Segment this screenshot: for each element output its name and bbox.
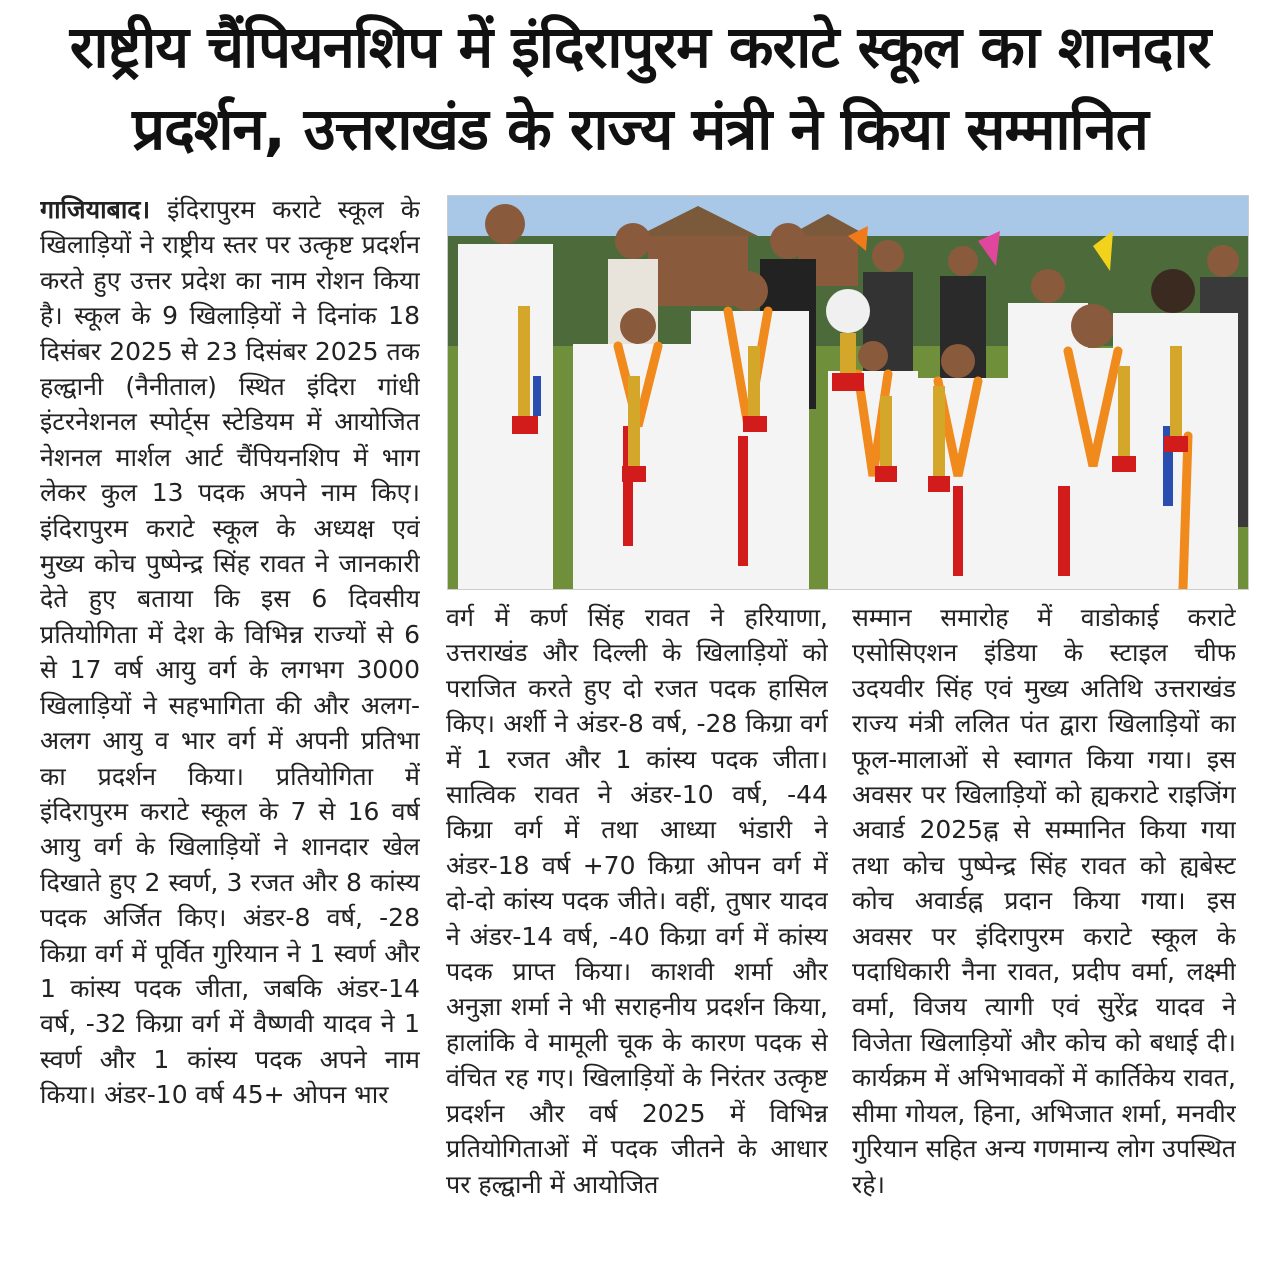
article-column-3: सम्मान समारोह में वाडोकाई कराटे एसोसिएशन इंडिया के स्टाइल चीफ उदयवीर सिंह एवं मुख्य अतिथि उत्तराखंड राज्य मंत्री ललित पंत द्वारा खिलाड़ियों का फूल-मालाओं से स्वागत किया गया। इस अवसर पर खिलाड़ियों को ह्यकराटे राइजिंग अवार्ड 2025ह्न से सम्मानित किया गया तथा कोच पुष्पेन्द्र सिंह रावत को ह्यबेस्ट कोच अवार्डह्न प्रदान किया गया। इस अवसर पर इंदिरापुरम कराटे स्कूल के पदाधिकारी नैना रावत, प्रदीप वर्मा, लक्ष्मी वर्मा, विजय त्यागी एवं सुरेंद्र यादव ने विजेता खिलाड़ियों और कोच को बधाई दी। कार्यक्रम में अभिभावकों में कार्तिकेय रावत, सीमा गोयल, हिना, अभिजात शर्मा, मनवीर गुरियान सहित अन्य गणमान्य लोग उपस्थित रहे। xyxy=(852,603,1236,1199)
dateline: गाजियाबाद। xyxy=(40,195,151,224)
news-photo xyxy=(447,195,1249,590)
headline-line-1: राष्ट्रीय चैंपियनशिप में इंदिरापुरम कराटे स्कूल का शानदार xyxy=(69,13,1211,81)
group-photo-illustration xyxy=(448,196,1248,589)
article-column-2: वर्ग में कर्ण सिंह रावत ने हरियाणा, उत्तराखंड और दिल्ली के खिलाड़ियों को पराजित करते हुए दो रजत पदक हासिल किए। अर्शी ने अंडर-8 वर्ष, -28 किग्रा वर्ग में 1 रजत और 1 कांस्य पदक जीता। सात्विक रावत ने अंडर-10 वर्ष, -44 किग्रा वर्ग में तथा आध्या भंडारी ने अंडर-18 वर्ष +70 किग्रा ओपन वर्ग में दो-दो कांस्य पदक जीते। वहीं, तुषार यादव ने अंडर-14 वर्ष, -40 किग्रा वर्ग में कांस्य पदक प्राप्त किया। काशवी शर्मा और अनुज्ञा शर्मा ने भी सराहनीय प्रदर्शन किया, हालांकि वे मामूली चूक के कारण पदक से वंचित रह गए। खिलाड़ियों के निरंतर उत्कृष्ट प्रदर्शन और वर्ष 2025 में विभिन्न प्रतियोगिताओं में पदक जीतने के आधार पर हल्द्वानी में आयोजित xyxy=(446,603,828,1199)
headline xyxy=(10,6,1270,186)
column-1-text: इंदिरापुरम कराटे स्कूल के खिलाड़ियों ने राष्ट्रीय स्तर पर उत्कृष्ट प्रदर्शन करते हुए उत्तर प्रदेश का नाम रोशन किया है। स्कूल के 9 खिलाड़ियों ने दिनांक 18 दिसंबर 2025 से 23 दिसंबर 2025 तक हल्द्वानी (नैनीताल) स्थित इंदिरा गांधी इंटरनेशनल स्पोर्ट्स स्टेडियम में आयोजित नेशनल मार्शल आर्ट चैंपियनशिप में भाग लेकर कुल 13 पदक अपने नाम किए। इंदिरापुरम कराटे स्कूल के अध्यक्ष एवं मुख्य कोच पुष्पेन्द्र सिंह रावत ने जानकारी देते हुए बताया कि इस 6 दिवसीय प्रतियोगिता में देश के विभिन्न राज्यों से 6 से 17 वर्ष आयु वर्ग के लगभग 3000 खिलाड़ियों ने सहभागिता की और अलग-अलग आयु व भार वर्ग में अपनी प्रतिभा का प्रदर्शन किया। प्रतियोगिता में इंदिरापुरम कराटे स्कूल के 7 से 16 वर्ष आयु वर्ग के खिलाड़ियों ने शानदार खेल दिखाते हुए 2 स्वर्ण, 3 रजत और 8 कांस्य पदक अर्जित किए। अंडर-8 वर्ष, -28 किग्रा वर्ग में पूर्वित गुरियान ने 1 स्वर्ण और 1 कांस्य पदक जीता, जबकि अंडर-14 वर्ष, -32 किग्रा वर्ग में वैष्णवी यादव ने 1 स्वर्ण और 1 कांस्य पदक अपने नाम किया। अंडर-10 वर्ष 45+ ओपन भार xyxy=(40,195,420,1110)
headline-line-2: प्रदर्शन, उत्तराखंड के राज्य मंत्री ने किया सम्मानित xyxy=(132,95,1148,163)
article-column-1 xyxy=(40,192,420,1270)
